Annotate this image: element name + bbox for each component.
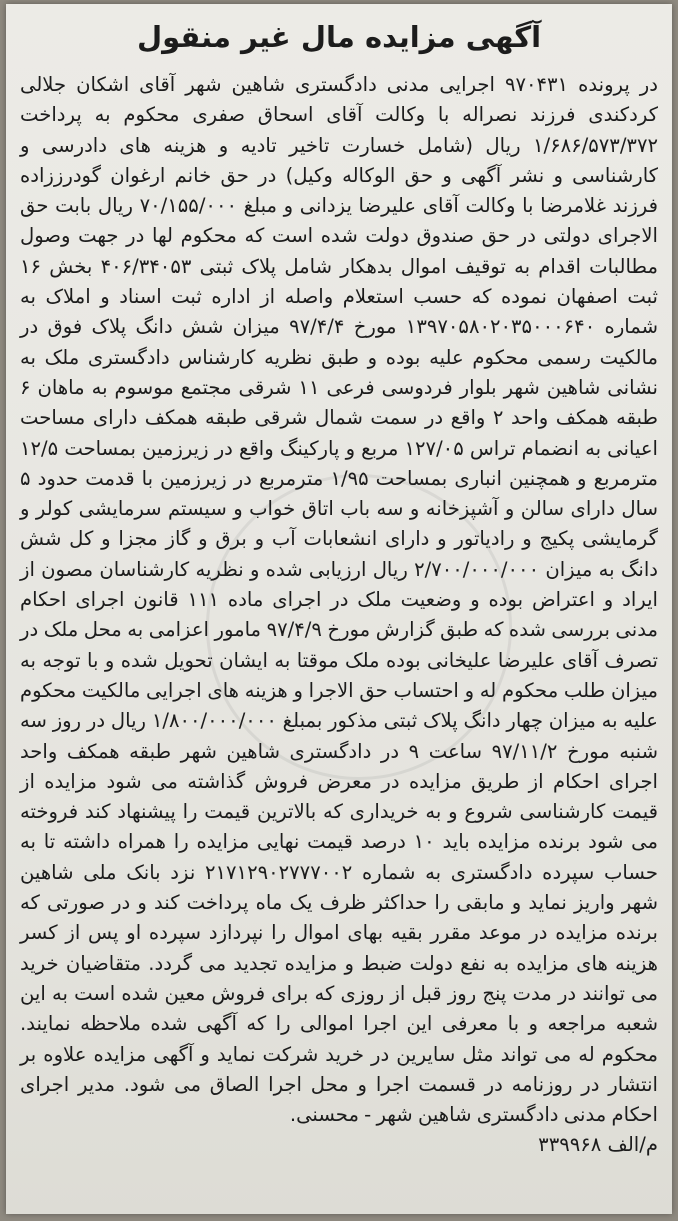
newspaper-clipping: [6, 4, 672, 1214]
auction-notice: [20, 4, 658, 1160]
notice-reference: م/الف ۳۳۹۹۶۸: [538, 1133, 658, 1157]
notice-title: آگهی مزایده مال غیر منقول: [136, 20, 542, 54]
notice-body: در پرونده ۹۷۰۴۳۱ اجرایی مدنی دادگستری شاهین شهر آقای اشکان جلالی کردکندی فرزند نصراله با وکالت آقای اسحاق صفری محکوم به پرداخت ۱/۶۸۶/۵۷۳/۳۷۲ ریال (شامل خسارت تاخیر تادیه و هزینه های دادرسی و کارشناسی و نشر آگهی و حق الوکاله وکیل) در حق خانم ارغوان گودرززاده فرزند غلامرضا با وکالت آقای علیرضا یزدانی و مبلغ ۷۰/۱۵۵/۰۰۰ ریال بابت حق الاجرای دولتی در حق صندوق دولت شده است که محکوم لها در جهت وصول مطالبات اقدام به توقیف اموال بدهکار شامل پلاک ثبتی ۴۰۶/۳۴۰۵۳ بخش ۱۶ ثبت اصفهان نموده که حسب استعلام واصله از اداره ثبت اسناد و املاک به شماره ۱۳۹۷۰۵۸۰۲۰۳۵۰۰۰۶۴۰ مورخ ۹۷/۴/۴ میزان شش دانگ پلاک فوق در مالکیت رسمی محکوم علیه بوده و طبق نظریه کارشناس دادگستری ملک به نشانی شاهین شهر بلوار فردوسی فرعی ۱۱ شرقی مجتمع موسوم به ماهان ۶ طبقه همکف واحد ۲ واقع در سمت شمال شرقی طبقه همکف دارای مساحت اعیانی به انضمام تراس ۱۲۷/۰۵ مربع و پارکینگ واقع در زیرزمین بمساحت ۱۲/۵ مترمربع و همچنین انباری بمساحت ۱/۹۵ مترمربع در زیرزمین با قدمت حدود ۵ سال دارای سالن و آشپزخانه و سه باب اتاق خواب و سیستم سرمایشی کولر و گرمایشی پکیج و رادیاتور و دارای انشعابات آب و برق و گاز مجزا و کل شش دانگ به میزان ۲/۷۰۰/۰۰۰/۰۰۰ ریال ارزیابی شده و نظریه کارشناسان مصون از ایراد و اعتراض بوده و وضعیت ملک در اجرای ماده ۱۱۱ قانون اجرای احکام مدنی بررسی شده که طبق گزارش مورخ ۹۷/۴/۹ مامور اعزامی به محل ملک در تصرف آقای علیرضا علیخانی بوده ملک موقتا به ایشان تحویل شده و با توجه به میزان طلب محکوم له و احتساب حق الاجرا و هزینه های اجرایی مالکیت محکوم علیه به میزان چهار دانگ پلاک ثبتی مذکور بمبلغ ۱/۸۰۰/۰۰۰/۰۰۰ ریال در روز سه شنبه مورخ ۹۷/۱۱/۲ ساعت ۹ در دادگستری شاهین شهر طبقه همکف واحد اجرای احکام از طریق مزایده در معرض فروش گذاشته می شود مزایده از قیمت کارشناسی شروع و به خریداری که بالاترین قیمت را پیشنهاد کند فروخته می شود برنده مزایده باید ۱۰ درصد قیمت نهایی مزایده را همراه داشته تا به حساب سپرده دادگستری به شماره ۲۱۷۱۲۹۰۲۷۷۷۰۰۲ نزد بانک ملی شاهین شهر واریز نماید و مابقی را حداکثر ظرف یک ماه پرداخت کند و در صورتی که برنده مزایده در موعد مقرر بقیه بهای اموال را نپردازد سپرده او پس از کسر هزینه های مزایده به نفع دولت ضبط و مزایده تجدید می گردد. متقاضیان خرید می توانند در مدت پنج روز قبل از روزی که برای فروش معین شده است به این شعبه مراجعه و با معرفی این اجرا اموالی را که آگهی شده ملاحظه نمایند. محکوم له می تواند مثل سایرین در خرید شرکت نماید و آگهی مزایده علاوه بر انتشار در روزنامه در قسمت اجرا و محل اجرا الصاق می شود. مدیر اجرای احکام مدنی دادگستری شاهین شهر - محسنی.: [20, 73, 659, 1127]
